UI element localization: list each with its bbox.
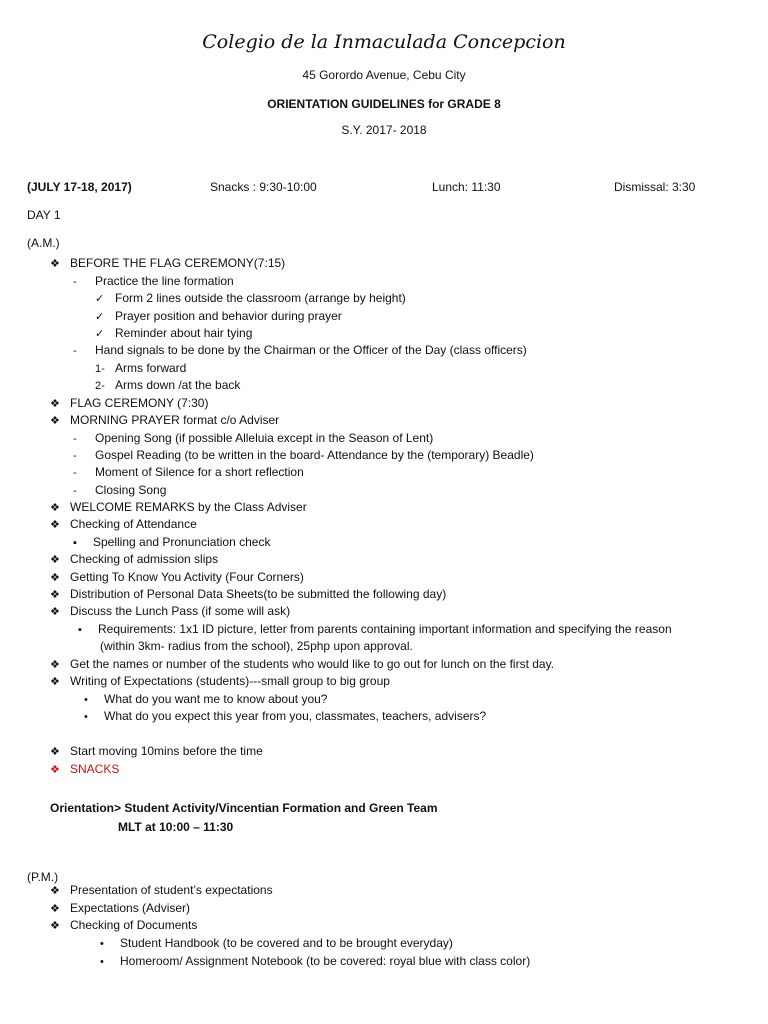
list-item — [50, 586, 446, 603]
list-item — [95, 308, 342, 325]
am-label: (A.M.) — [27, 236, 60, 250]
list-item-text: SNACKS — [70, 762, 120, 776]
list-item — [50, 516, 197, 533]
day-label: DAY 1 — [27, 208, 61, 222]
bullet-icon: ❖ — [50, 519, 60, 531]
bullet-icon: ▪ — [78, 624, 82, 636]
bullet-icon: ❖ — [50, 920, 60, 932]
school-address: 45 Gorordo Avenue, Cebu City — [302, 68, 466, 82]
school-name: Colegio de la Inmaculada Concepcion — [202, 31, 566, 53]
list-item — [73, 447, 534, 464]
list-item — [50, 900, 190, 917]
list-item-text: Moment of Silence for a short reflection — [95, 465, 304, 479]
list-item-text: Practice the line formation — [95, 274, 234, 288]
list-item-text: What do you expect this year from you, classmates, teachers, advisers? — [104, 709, 487, 723]
list-item — [84, 691, 327, 708]
list-item-text: Opening Song (if possible Alleluia except in the Season of Lent) — [95, 431, 434, 445]
bullet-icon: • — [100, 938, 104, 950]
list-item — [78, 621, 672, 638]
bullet-icon: ❖ — [50, 415, 60, 427]
bullet-icon: • — [84, 694, 88, 706]
list-item-text: Reminder about hair tying — [115, 326, 253, 340]
list-item — [50, 673, 390, 690]
list-item-text: (within 3km- radius from the school), 25php upon approval. — [100, 639, 413, 653]
list-item — [73, 430, 433, 447]
list-item-text: Requirements: 1x1 ID picture, letter from parents containing important information and specifying the reason — [98, 622, 672, 636]
list-item-text: Student Handbook (to be covered and to be brought everyday) — [120, 936, 453, 950]
schedule-lunch: Lunch: 11:30 — [432, 180, 501, 194]
list-item-text: WELCOME REMARKS by the Class Adviser — [70, 500, 307, 514]
list-item-text: Checking of Attendance — [70, 517, 197, 531]
list-item — [50, 882, 273, 899]
school-year: S.Y. 2017- 2018 — [341, 123, 427, 137]
bullet-icon: 1- — [95, 363, 105, 375]
list-item-text: Closing Song — [95, 483, 167, 497]
bullet-icon: • — [84, 711, 88, 723]
bullet-icon: 2- — [95, 380, 105, 392]
list-item — [95, 377, 240, 394]
document-title: ORIENTATION GUIDELINES for GRADE 8 — [267, 97, 501, 111]
list-item — [50, 255, 285, 272]
bullet-icon: ❖ — [50, 903, 60, 915]
bullet-icon: - — [73, 345, 77, 357]
list-item — [84, 708, 486, 725]
list-item — [73, 464, 304, 481]
bullet-icon: ❖ — [50, 589, 60, 601]
list-item — [95, 325, 252, 342]
list-item — [100, 935, 453, 952]
list-item — [50, 569, 304, 586]
list-item-text: Checking of Documents — [70, 918, 198, 932]
list-item-text: Distribution of Personal Data Sheets(to be submitted the following day) — [70, 587, 447, 601]
list-item — [50, 499, 307, 516]
bullet-icon: ❖ — [50, 764, 60, 776]
bullet-icon: - — [73, 485, 77, 497]
bullet-icon: ❖ — [50, 502, 60, 514]
list-item — [50, 395, 208, 412]
list-item — [73, 273, 234, 290]
list-item-text: Start moving 10mins before the time — [70, 744, 263, 758]
list-item-text: Writing of Expectations (students)---small group to big group — [70, 674, 390, 688]
pm-label: (P.M.) — [27, 870, 59, 884]
bullet-icon: ❖ — [50, 398, 60, 410]
list-item-text: Getting To Know You Activity (Four Corners) — [70, 570, 304, 584]
schedule-dismissal: Dismissal: 3:30 — [614, 180, 696, 194]
bullet-icon: - — [73, 450, 77, 462]
list-item — [100, 638, 413, 654]
bullet-icon: ❖ — [50, 258, 60, 270]
list-item — [50, 603, 290, 620]
list-item — [95, 360, 186, 377]
schedule-snacks: Snacks : 9:30-10:00 — [210, 180, 317, 194]
list-item-text: Presentation of student’s expectations — [70, 883, 273, 897]
schedule-dates: (JULY 17-18, 2017) — [27, 180, 132, 194]
list-item-text: Arms forward — [115, 361, 187, 375]
bullet-icon: ✓ — [95, 311, 105, 323]
bullet-icon: • — [100, 956, 104, 968]
bullet-icon: ❖ — [50, 746, 60, 758]
bullet-icon: - — [73, 276, 77, 288]
list-item-text: BEFORE THE FLAG CEREMONY(7:15) — [70, 256, 286, 270]
list-item — [50, 412, 279, 429]
bullet-icon: ❖ — [50, 572, 60, 584]
list-item-text: Hand signals to be done by the Chairman or the Officer of the Day (class officers) — [95, 343, 527, 357]
list-item-text: FLAG CEREMONY (7:30) — [70, 396, 209, 410]
list-item-text: Homeroom/ Assignment Notebook (to be covered: royal blue with class color) — [120, 954, 531, 968]
list-item — [73, 482, 166, 499]
bullet-icon: ❖ — [50, 606, 60, 618]
list-item — [50, 917, 197, 934]
bullet-icon: ❖ — [50, 659, 60, 671]
list-item-text: Form 2 lines outside the classroom (arrange by height) — [115, 291, 406, 305]
bullet-icon: ❖ — [50, 885, 60, 897]
list-item — [73, 534, 270, 551]
list-item — [100, 953, 530, 970]
list-item-text: Get the names or number of the students who would like to go out for lunch on the first day. — [70, 657, 555, 671]
list-item-text: Checking of admission slips — [70, 552, 219, 566]
bullet-icon: - — [73, 433, 77, 445]
list-item — [95, 290, 406, 307]
bullet-icon: ✓ — [95, 293, 105, 305]
bullet-icon: ▪ — [73, 537, 77, 549]
list-item — [50, 656, 554, 673]
orientation-line: Orientation> Student Activity/Vincentian Formation and Green Team — [50, 801, 438, 815]
bullet-icon: ✓ — [95, 328, 105, 340]
mlt-line: MLT at 10:00 – 11:30 — [118, 820, 234, 834]
bullet-icon: - — [73, 467, 77, 479]
bullet-icon: ❖ — [50, 676, 60, 688]
list-item-text: Spelling and Pronunciation check — [93, 535, 271, 549]
list-item-text: Discuss the Lunch Pass (if some will ask) — [70, 604, 291, 618]
list-item — [50, 551, 218, 568]
list-item — [50, 743, 263, 760]
list-item-text: Gospel Reading (to be written in the board- Attendance by the (temporary) Beadle) — [95, 448, 534, 462]
list-item-text: Expectations (Adviser) — [70, 901, 191, 915]
list-item-text: Prayer position and behavior during prayer — [115, 309, 342, 323]
list-item — [50, 761, 119, 778]
bullet-icon: ❖ — [50, 554, 60, 566]
list-item-text: What do you want me to know about you? — [104, 692, 328, 706]
list-item-text: Arms down /at the back — [115, 378, 241, 392]
list-item — [73, 342, 527, 359]
list-item-text: MORNING PRAYER format c/o Adviser — [70, 413, 280, 427]
